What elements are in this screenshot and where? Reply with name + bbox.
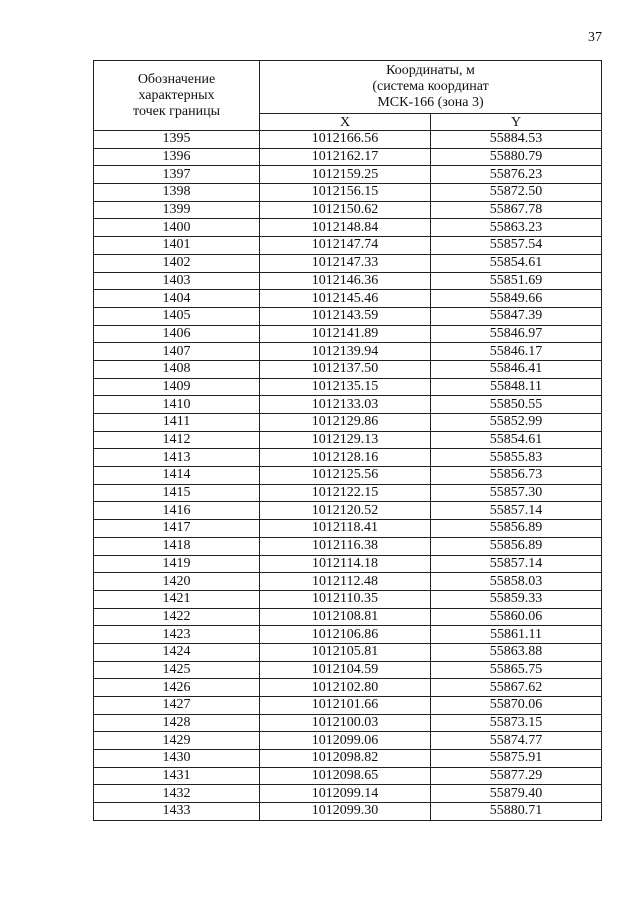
y-cell: 55884.53 bbox=[431, 131, 602, 149]
point-cell: 1401 bbox=[94, 237, 260, 255]
point-cell: 1428 bbox=[94, 714, 260, 732]
x-cell: 1012147.33 bbox=[260, 254, 431, 272]
table-row bbox=[94, 626, 602, 644]
table-row bbox=[94, 431, 602, 449]
page-number: 37 bbox=[588, 30, 602, 45]
table-row bbox=[94, 378, 602, 396]
table-row bbox=[94, 467, 602, 485]
table-row bbox=[94, 184, 602, 202]
x-cell: 1012159.25 bbox=[260, 166, 431, 184]
header-point-line: Обозначение bbox=[137, 71, 216, 87]
table-row bbox=[94, 237, 602, 255]
x-cell: 1012105.81 bbox=[260, 643, 431, 661]
x-cell: 1012102.80 bbox=[260, 679, 431, 697]
point-cell: 1405 bbox=[94, 307, 260, 325]
x-cell: 1012147.74 bbox=[260, 237, 431, 255]
y-cell: 55876.23 bbox=[431, 166, 602, 184]
x-cell: 1012148.84 bbox=[260, 219, 431, 237]
x-cell: 1012118.41 bbox=[260, 520, 431, 538]
point-cell: 1432 bbox=[94, 785, 260, 803]
table-row bbox=[94, 537, 602, 555]
coordinates-table bbox=[93, 60, 602, 821]
x-cell: 1012135.15 bbox=[260, 378, 431, 396]
x-cell: 1012110.35 bbox=[260, 590, 431, 608]
x-cell: 1012129.86 bbox=[260, 414, 431, 432]
point-cell: 1423 bbox=[94, 626, 260, 644]
table-row bbox=[94, 785, 602, 803]
table-body bbox=[94, 131, 602, 821]
x-cell: 1012099.14 bbox=[260, 785, 431, 803]
point-cell: 1403 bbox=[94, 272, 260, 290]
table-row bbox=[94, 290, 602, 308]
y-cell: 55856.89 bbox=[431, 520, 602, 538]
y-cell: 55846.97 bbox=[431, 325, 602, 343]
x-cell: 1012106.86 bbox=[260, 626, 431, 644]
table-row bbox=[94, 697, 602, 715]
y-cell: 55852.99 bbox=[431, 414, 602, 432]
x-cell: 1012100.03 bbox=[260, 714, 431, 732]
x-cell: 1012146.36 bbox=[260, 272, 431, 290]
y-cell: 55873.15 bbox=[431, 714, 602, 732]
y-cell: 55863.23 bbox=[431, 219, 602, 237]
header-x: X bbox=[260, 114, 431, 131]
point-cell: 1402 bbox=[94, 254, 260, 272]
table-row bbox=[94, 803, 602, 821]
point-cell: 1422 bbox=[94, 608, 260, 626]
x-cell: 1012122.15 bbox=[260, 484, 431, 502]
y-cell: 55856.73 bbox=[431, 467, 602, 485]
header-coordinates bbox=[260, 61, 602, 114]
x-cell: 1012129.13 bbox=[260, 431, 431, 449]
x-cell: 1012099.06 bbox=[260, 732, 431, 750]
y-cell: 55880.79 bbox=[431, 148, 602, 166]
point-cell: 1408 bbox=[94, 360, 260, 378]
x-cell: 1012108.81 bbox=[260, 608, 431, 626]
table-row bbox=[94, 325, 602, 343]
y-cell: 55872.50 bbox=[431, 184, 602, 202]
table-row bbox=[94, 148, 602, 166]
point-cell: 1427 bbox=[94, 697, 260, 715]
table-row bbox=[94, 590, 602, 608]
header-coordinates-line: (система координат bbox=[372, 79, 489, 94]
y-cell: 55870.06 bbox=[431, 697, 602, 715]
point-cell: 1412 bbox=[94, 431, 260, 449]
x-cell: 1012162.17 bbox=[260, 148, 431, 166]
point-cell: 1418 bbox=[94, 537, 260, 555]
point-cell: 1420 bbox=[94, 573, 260, 591]
point-cell: 1433 bbox=[94, 803, 260, 821]
point-cell: 1395 bbox=[94, 131, 260, 149]
table-row bbox=[94, 643, 602, 661]
y-cell: 55860.06 bbox=[431, 608, 602, 626]
table-row bbox=[94, 484, 602, 502]
x-cell: 1012143.59 bbox=[260, 307, 431, 325]
table-row bbox=[94, 679, 602, 697]
point-cell: 1397 bbox=[94, 166, 260, 184]
point-cell: 1414 bbox=[94, 467, 260, 485]
table-row bbox=[94, 360, 602, 378]
table-row bbox=[94, 396, 602, 414]
y-cell: 55858.03 bbox=[431, 573, 602, 591]
x-cell: 1012141.89 bbox=[260, 325, 431, 343]
y-cell: 55877.29 bbox=[431, 767, 602, 785]
y-cell: 55861.11 bbox=[431, 626, 602, 644]
point-cell: 1431 bbox=[94, 767, 260, 785]
x-cell: 1012112.48 bbox=[260, 573, 431, 591]
x-cell: 1012137.50 bbox=[260, 360, 431, 378]
y-cell: 55857.54 bbox=[431, 237, 602, 255]
table-row bbox=[94, 750, 602, 768]
x-cell: 1012104.59 bbox=[260, 661, 431, 679]
header-point-line: характерных bbox=[138, 87, 215, 103]
table-row bbox=[94, 272, 602, 290]
point-cell: 1430 bbox=[94, 750, 260, 768]
point-cell: 1410 bbox=[94, 396, 260, 414]
x-cell: 1012156.15 bbox=[260, 184, 431, 202]
table-row bbox=[94, 502, 602, 520]
x-cell: 1012098.65 bbox=[260, 767, 431, 785]
y-cell: 55880.71 bbox=[431, 803, 602, 821]
table-row bbox=[94, 201, 602, 219]
y-cell: 55855.83 bbox=[431, 449, 602, 467]
x-cell: 1012101.66 bbox=[260, 697, 431, 715]
table-row bbox=[94, 166, 602, 184]
point-cell: 1400 bbox=[94, 219, 260, 237]
x-cell: 1012125.56 bbox=[260, 467, 431, 485]
table-row bbox=[94, 343, 602, 361]
header-point-line: точек границы bbox=[133, 103, 220, 119]
point-cell: 1429 bbox=[94, 732, 260, 750]
table-row bbox=[94, 555, 602, 573]
point-cell: 1419 bbox=[94, 555, 260, 573]
point-cell: 1416 bbox=[94, 502, 260, 520]
point-cell: 1411 bbox=[94, 414, 260, 432]
point-cell: 1404 bbox=[94, 290, 260, 308]
y-cell: 55857.14 bbox=[431, 502, 602, 520]
table-row bbox=[94, 414, 602, 432]
point-cell: 1424 bbox=[94, 643, 260, 661]
point-cell: 1421 bbox=[94, 590, 260, 608]
y-cell: 55848.11 bbox=[431, 378, 602, 396]
table-header bbox=[94, 61, 602, 131]
y-cell: 55849.66 bbox=[431, 290, 602, 308]
x-cell: 1012145.46 bbox=[260, 290, 431, 308]
x-cell: 1012150.62 bbox=[260, 201, 431, 219]
y-cell: 55859.33 bbox=[431, 590, 602, 608]
x-cell: 1012166.56 bbox=[260, 131, 431, 149]
point-cell: 1425 bbox=[94, 661, 260, 679]
x-cell: 1012116.38 bbox=[260, 537, 431, 555]
table-row bbox=[94, 219, 602, 237]
y-cell: 55879.40 bbox=[431, 785, 602, 803]
point-cell: 1417 bbox=[94, 520, 260, 538]
point-cell: 1415 bbox=[94, 484, 260, 502]
y-cell: 55846.41 bbox=[431, 360, 602, 378]
x-cell: 1012133.03 bbox=[260, 396, 431, 414]
header-coordinates-line: Координаты, м bbox=[386, 63, 475, 78]
point-cell: 1399 bbox=[94, 201, 260, 219]
y-cell: 55847.39 bbox=[431, 307, 602, 325]
y-cell: 55857.14 bbox=[431, 555, 602, 573]
table-row bbox=[94, 449, 602, 467]
point-cell: 1407 bbox=[94, 343, 260, 361]
table-row bbox=[94, 732, 602, 750]
y-cell: 55850.55 bbox=[431, 396, 602, 414]
y-cell: 55857.30 bbox=[431, 484, 602, 502]
y-cell: 55854.61 bbox=[431, 431, 602, 449]
y-cell: 55856.89 bbox=[431, 537, 602, 555]
point-cell: 1396 bbox=[94, 148, 260, 166]
header-point-designation bbox=[94, 61, 260, 131]
x-cell: 1012098.82 bbox=[260, 750, 431, 768]
point-cell: 1413 bbox=[94, 449, 260, 467]
y-cell: 55863.88 bbox=[431, 643, 602, 661]
x-cell: 1012114.18 bbox=[260, 555, 431, 573]
table-row bbox=[94, 131, 602, 149]
table-row bbox=[94, 767, 602, 785]
y-cell: 55851.69 bbox=[431, 272, 602, 290]
point-cell: 1409 bbox=[94, 378, 260, 396]
point-cell: 1398 bbox=[94, 184, 260, 202]
point-cell: 1406 bbox=[94, 325, 260, 343]
header-y: Y bbox=[431, 114, 602, 131]
table-row bbox=[94, 520, 602, 538]
y-cell: 55865.75 bbox=[431, 661, 602, 679]
y-cell: 55854.61 bbox=[431, 254, 602, 272]
table-row bbox=[94, 254, 602, 272]
y-cell: 55867.62 bbox=[431, 679, 602, 697]
table-row bbox=[94, 573, 602, 591]
x-cell: 1012139.94 bbox=[260, 343, 431, 361]
x-cell: 1012099.30 bbox=[260, 803, 431, 821]
table-row bbox=[94, 307, 602, 325]
y-cell: 55875.91 bbox=[431, 750, 602, 768]
x-cell: 1012120.52 bbox=[260, 502, 431, 520]
point-cell: 1426 bbox=[94, 679, 260, 697]
x-cell: 1012128.16 bbox=[260, 449, 431, 467]
y-cell: 55867.78 bbox=[431, 201, 602, 219]
y-cell: 55874.77 bbox=[431, 732, 602, 750]
table-row bbox=[94, 661, 602, 679]
table-row bbox=[94, 714, 602, 732]
header-coordinates-line: МСК-166 (зона 3) bbox=[377, 95, 484, 110]
y-cell: 55846.17 bbox=[431, 343, 602, 361]
table-row bbox=[94, 608, 602, 626]
